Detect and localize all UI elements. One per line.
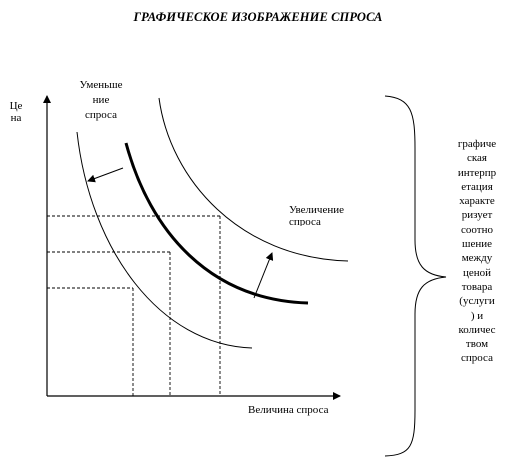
demand-decrease-label: Уменьше ние спроса	[79, 79, 123, 121]
demand-increase-label: Увеличение спроса	[289, 204, 345, 226]
curly-brace	[385, 96, 446, 456]
page-title: ГРАФИЧЕСКОЕ ИЗОБРАЖЕНИЕ СПРОСА	[133, 10, 383, 24]
decrease-shift-arrow	[88, 168, 123, 181]
increase-shift-arrow	[254, 253, 272, 298]
x-axis-label: Величина спроса	[248, 404, 329, 416]
y-axis-label: Це на	[9, 100, 23, 124]
guide-lines	[47, 216, 220, 396]
demand-curve	[126, 143, 308, 303]
brace-description: графиче ская интерпр етация характе ризует соотно шение между ценой товара (услуги ) и количес твом спроса	[457, 138, 497, 365]
demand-increase-curve	[159, 98, 348, 261]
demand-decrease-curve	[77, 132, 252, 348]
